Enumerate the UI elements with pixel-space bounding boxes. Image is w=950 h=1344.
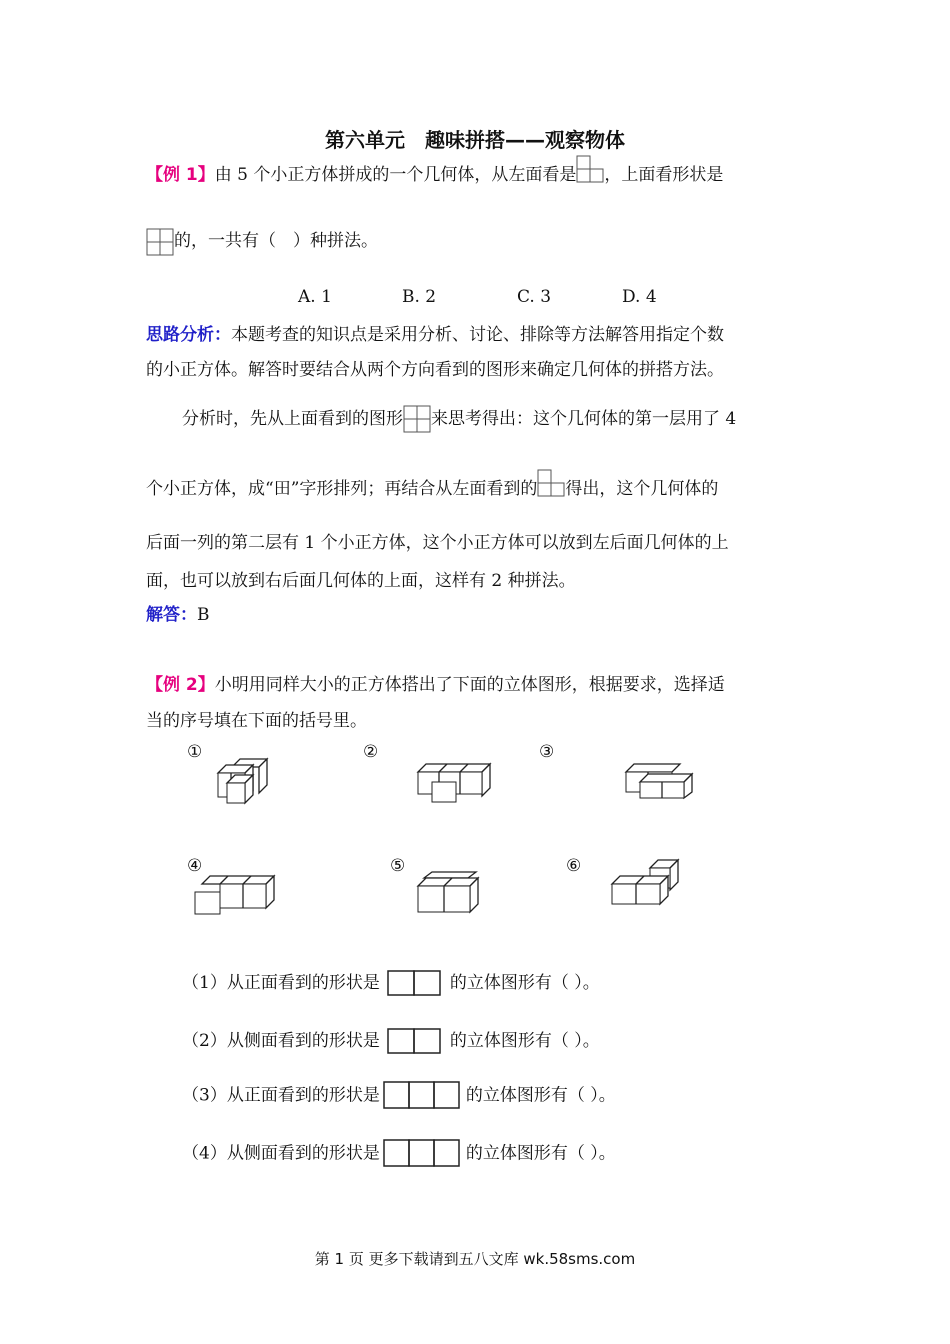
example1-text2: ，上面看形状是 [604, 165, 724, 185]
question-4-prefix: （4）从侧面看到的形状是 [182, 1143, 380, 1164]
example1-line2 [146, 226, 378, 256]
option-a: A. 1 [298, 287, 332, 307]
top-view-grid-icon-2 [403, 405, 431, 435]
cube-figure-2 [412, 760, 498, 804]
analysis-line1 [146, 320, 724, 345]
figure-number-3: ③ [539, 742, 555, 762]
question-3-suffix: 的立体图形有（ ）。 [465, 1085, 616, 1106]
two-squares-icon [384, 1027, 446, 1057]
example2-line2: 当的序号填在下面的括号里。 [146, 711, 367, 731]
answer-line [146, 600, 210, 625]
question-1-prefix: （1）从正面看到的形状是 [182, 973, 380, 993]
figure-number-2: ② [363, 742, 379, 762]
answer-label: 解答： [146, 605, 197, 625]
analysis-line2: 的小正方体。解答时要结合从两个方向看到的图形来确定几何体的拼搭方法。 [146, 360, 724, 380]
para2-b: 来思考得出：这个几何体的第一层用了 4 [431, 409, 737, 429]
para3 [146, 474, 718, 499]
left-view-icon-2 [537, 469, 565, 497]
para2-a: 分析时，先从上面看到的图形 [182, 409, 403, 429]
example1-line1 [146, 160, 723, 185]
question-2 [182, 1026, 600, 1057]
cube-figure-6 [604, 858, 684, 914]
top-view-grid-icon [146, 228, 174, 256]
figure-number-4: ④ [187, 856, 203, 876]
question-4-suffix: 的立体图形有（ ）。 [465, 1143, 616, 1164]
answer-value: B [197, 605, 210, 625]
para3-a: 个小正方体，成“田”字形排列；再结合从左面看到的 [146, 479, 538, 499]
para3-b: 得出，这个几何体的 [565, 479, 719, 499]
three-squares-icon [382, 1138, 464, 1170]
page-title: 第六单元 趣味拼搭——观察物体 [325, 128, 625, 152]
cube-figure-5 [412, 870, 488, 918]
para4: 后面一列的第二层有 1 个小正方体，这个小正方体可以放到左后面几何体的上 [146, 533, 729, 553]
option-d: D. 4 [622, 287, 657, 307]
figure-number-6: ⑥ [566, 856, 582, 876]
example2-line1 [146, 670, 725, 695]
example2-tag: 【例 2】 [146, 675, 215, 695]
cube-figure-4 [190, 870, 280, 920]
para2 [182, 404, 736, 435]
two-squares-icon [384, 969, 446, 999]
figure-number-5: ⑤ [390, 856, 406, 876]
question-3-prefix: （3）从正面看到的形状是 [182, 1085, 380, 1106]
question-3 [182, 1080, 616, 1112]
option-b: B. 2 [402, 287, 437, 307]
para5: 面，也可以放到右后面几何体的上面，这样有 2 种拼法。 [146, 571, 576, 591]
analysis-label: 思路分析： [146, 325, 231, 345]
example1-text3: 的，一共有（ ）种拼法。 [174, 231, 378, 251]
question-2-prefix: （2）从侧面看到的形状是 [182, 1031, 380, 1051]
cube-figure-3 [620, 760, 696, 802]
three-squares-icon [382, 1080, 464, 1112]
page-footer: 第 1 页 更多下载请到五八文库 wk.58sms.com [314, 1250, 636, 1268]
question-4 [182, 1138, 616, 1170]
figure-number-1: ① [187, 742, 203, 762]
question-2-suffix: 的立体图形有（ ）。 [449, 1031, 600, 1051]
question-1 [182, 968, 600, 999]
example1-tag: 【例 1】 [146, 165, 215, 185]
analysis-text1: 本题考查的知识点是采用分析、讨论、排除等方法解答用指定个数 [231, 325, 724, 345]
example2-text1: 小明用同样大小的正方体搭出了下面的立体图形，根据要求，选择适 [214, 675, 725, 695]
question-1-suffix: 的立体图形有（ ）。 [449, 973, 600, 993]
option-c: C. 3 [517, 287, 552, 307]
cube-figure-1 [210, 755, 290, 811]
left-view-icon [576, 155, 604, 183]
example1-text1: 由 5 个小正方体拼成的一个几何体，从左面看是 [214, 165, 577, 185]
